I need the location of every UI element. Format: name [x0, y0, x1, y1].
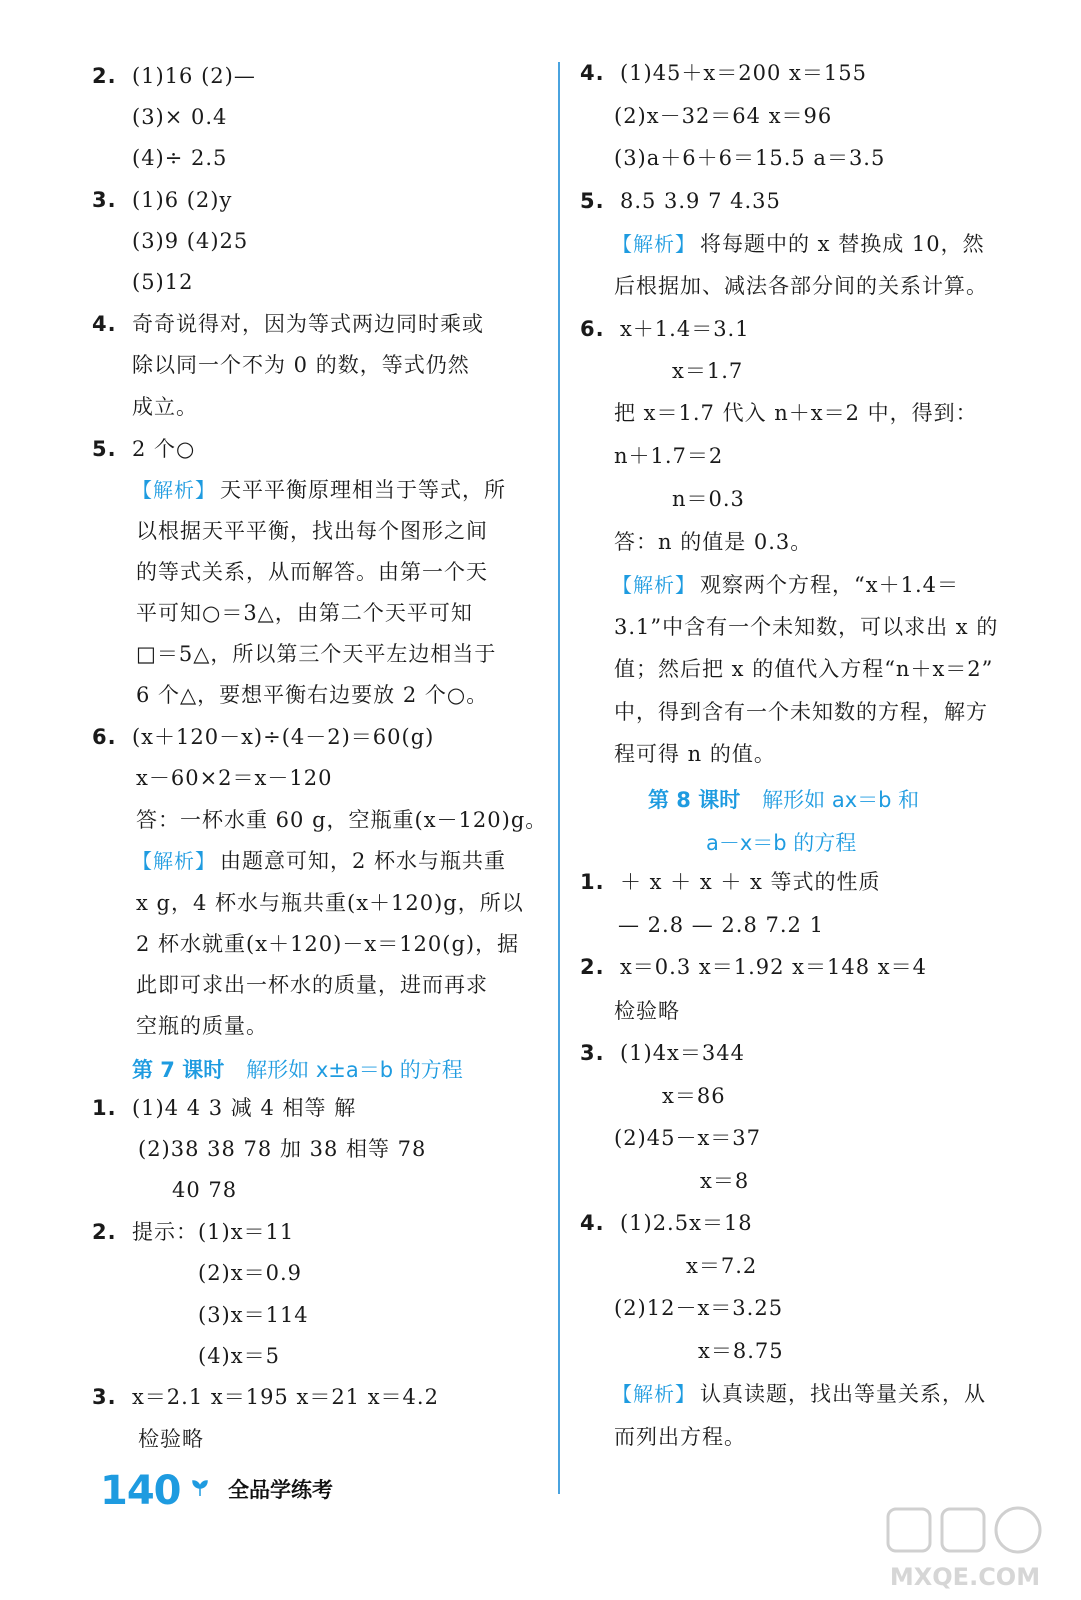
brand-name: 全品学练考	[228, 1478, 333, 1502]
answer-line: 检验略	[138, 1427, 204, 1451]
analysis-line: 【解析】 天平平衡原理相当于等式，所	[132, 478, 506, 502]
analysis-line: 【解析】 将每题中的 x 替换成 10，然	[612, 232, 985, 256]
answer-line: (4)x＝5	[198, 1344, 280, 1368]
analysis-line: 【解析】 由题意可知，2 杯水与瓶共重	[132, 849, 507, 873]
item-3: 3. (1)6 (2)y	[92, 188, 233, 212]
item-1: 1. ＋ x ＋ x ＋ x 等式的性质	[580, 870, 881, 894]
analysis-line: 空瓶的质量。	[136, 1014, 268, 1038]
answer-line: (2)12－x＝3.25	[614, 1296, 784, 1320]
item-5: 5. 2 个○	[92, 437, 196, 461]
analysis-line: 程可得 n 的值。	[614, 742, 776, 766]
analysis-tag: 【解析】	[132, 478, 216, 502]
analysis-line: 中，得到含有一个未知数的方程，解方	[614, 700, 988, 724]
analysis-line: 值；然后把 x 的值代入方程“n＋x＝2”	[614, 657, 994, 681]
analysis-line: □＝5△，所以第三个天平左边相当于	[136, 642, 497, 666]
section-heading-7: 第 7 课时 解形如 x±a＝b 的方程	[132, 1058, 463, 1082]
analysis-line: 而列出方程。	[614, 1425, 746, 1449]
answer-line: 除以同一个不为 0 的数，等式仍然	[132, 353, 470, 377]
answer-line: 答：一杯水重 60 g，空瓶重(x－120)g。	[136, 808, 548, 832]
answer-line: — 2.8 — 2.8 7.2 1	[618, 913, 824, 937]
item-3: 3. x＝2.1 x＝195 x＝21 x＝4.2	[92, 1385, 439, 1409]
item-4: 4. 奇奇说得对，因为等式两边同时乘或	[92, 312, 484, 336]
answer-line: 把 x＝1.7 代入 n＋x＝2 中，得到：	[614, 401, 978, 425]
answer-line: x＝7.2	[686, 1254, 758, 1278]
item-2: 2. 提示：(1)x＝11	[92, 1220, 295, 1244]
analysis-line: 平可知○＝3△，由第二个天平可知	[136, 601, 473, 625]
item-6: 6. (x＋120－x)÷(4－2)＝60(g)	[92, 725, 435, 749]
analysis-tag: 【解析】	[612, 573, 696, 597]
answer-line: (5)12	[132, 270, 194, 294]
answer-line: (4)÷ 2.5	[132, 146, 228, 170]
answer-line: x＝86	[662, 1084, 726, 1108]
answer-line: (3)× 0.4	[132, 105, 228, 129]
answer-line: (2)38 38 78 加 38 相等 78	[138, 1137, 427, 1161]
svg-text:MXQE.COM: MXQE.COM	[889, 1563, 1041, 1591]
analysis-line: 【解析】 观察两个方程，“x＋1.4＝	[612, 573, 959, 597]
answer-line: (2)x＝0.9	[198, 1261, 302, 1285]
answer-line: x＝8.75	[698, 1339, 784, 1363]
answer-line: x＝8	[700, 1169, 750, 1193]
analysis-line: 后根据加、减法各部分间的关系计算。	[614, 274, 988, 298]
answer-line: (3)x＝114	[198, 1303, 309, 1327]
answer-line: (3)9 (4)25	[132, 229, 249, 253]
answer-line: (2)45－x＝37	[614, 1126, 762, 1150]
answer-line: 40 78	[172, 1178, 238, 1202]
section-heading-8-cont: a－x＝b 的方程	[706, 831, 857, 855]
item-4: 4. (1)45＋x＝200 x＝155	[580, 61, 867, 85]
item-2: 2. (1)16 (2)—	[92, 64, 256, 88]
answer-line: (2)x－32＝64 x＝96	[614, 104, 833, 128]
analysis-tag: 【解析】	[612, 232, 696, 256]
analysis-tag: 【解析】	[132, 849, 216, 873]
analysis-line: 2 杯水就重(x＋120)－x＝120(g)，据	[136, 932, 520, 956]
item-6: 6. x＋1.4＝3.1	[580, 317, 750, 341]
analysis-line: 此即可求出一杯水的质量，进而再求	[136, 973, 488, 997]
answer-line: n＝0.3	[672, 487, 745, 511]
watermark-logo	[880, 1505, 1050, 1595]
item-2: 2. x＝0.3 x＝1.92 x＝148 x＝4	[580, 955, 927, 979]
analysis-line: 的等式关系，从而解答。由第一个天	[136, 560, 488, 584]
page-number: 140	[100, 1468, 181, 1514]
column-divider	[558, 62, 560, 1494]
analysis-tag: 【解析】	[612, 1382, 696, 1406]
item-4: 4. (1)2.5x＝18	[580, 1211, 753, 1235]
item-1: 1. (1)4 4 3 减 4 相等 解	[92, 1096, 357, 1120]
answer-line: (3)a＋6＋6＝15.5 a＝3.5	[614, 146, 886, 170]
item-3: 3. (1)4x＝344	[580, 1041, 745, 1065]
item-5: 5. 8.5 3.9 7 4.35	[580, 189, 781, 213]
answer-line: 答：n 的值是 0.3。	[614, 530, 813, 554]
answer-line: x－60×2＝x－120	[136, 766, 333, 790]
analysis-line: 【解析】 认真读题，找出等量关系，从	[612, 1382, 986, 1406]
leaf-icon	[190, 1478, 210, 1504]
answer-line: n＋1.7＝2	[614, 444, 724, 468]
answer-line: 成立。	[132, 395, 198, 419]
analysis-line: x g，4 杯水与瓶共重(x＋120)g，所以	[136, 891, 524, 915]
analysis-line: 6 个△，要想平衡右边要放 2 个○。	[136, 683, 489, 707]
section-heading-8: 第 8 课时 解形如 ax＝b 和	[648, 788, 920, 812]
answer-line: x＝1.7	[672, 359, 744, 383]
analysis-line: 3.1”中含有一个未知数，可以求出 x 的	[614, 615, 999, 639]
analysis-line: 以根据天平平衡，找出每个图形之间	[136, 519, 488, 543]
answer-line: 检验略	[614, 999, 680, 1023]
